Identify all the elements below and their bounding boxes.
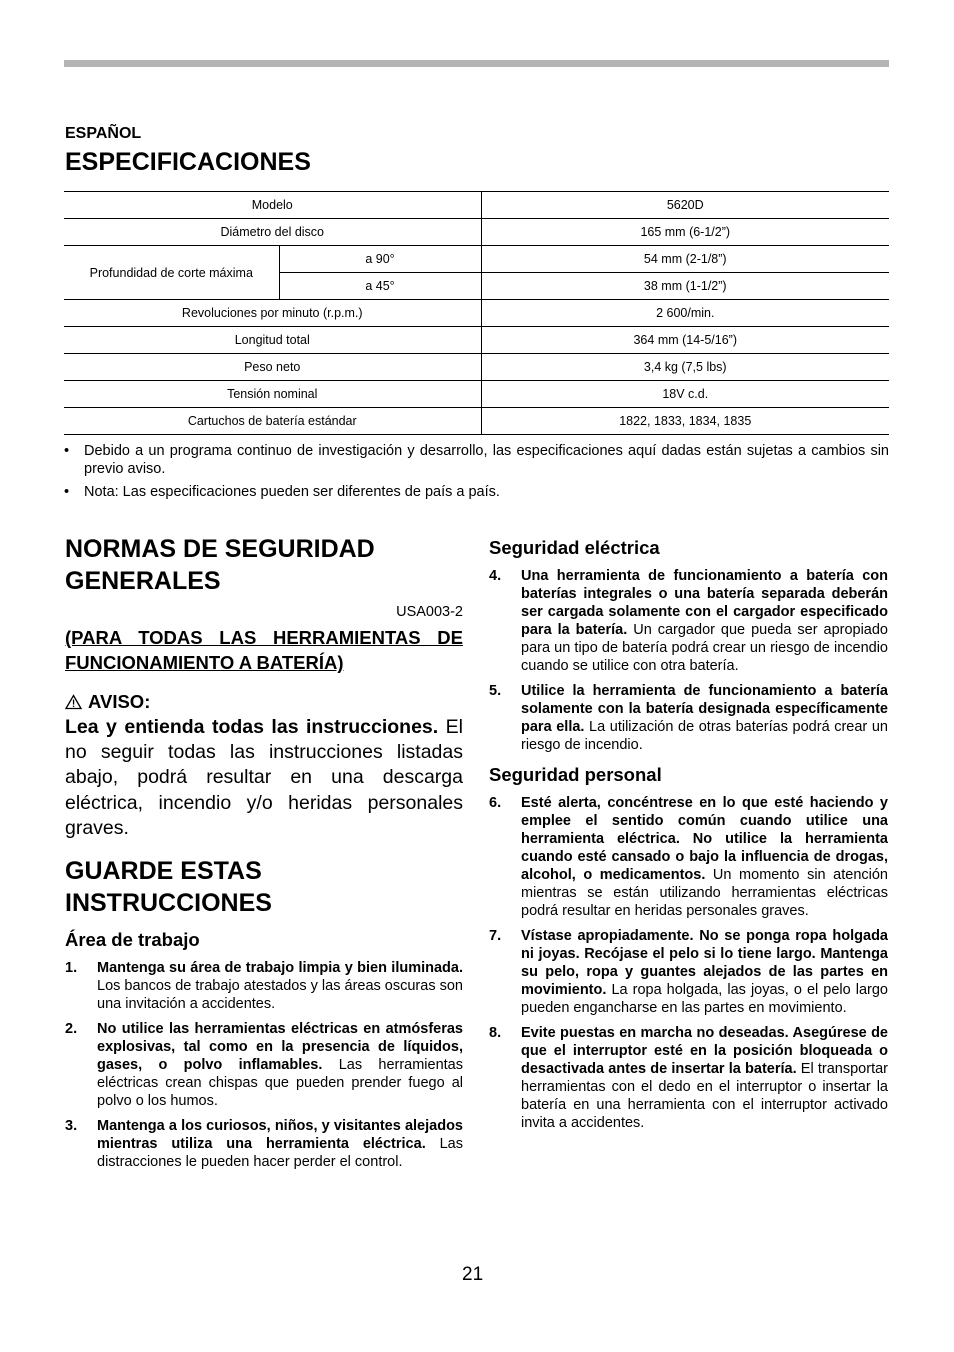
item-text: Un cargador que pueda ser apropiado para un tipo de batería podrá crear un riesgo de incendio cuando se utilice con otra batería. (521, 622, 889, 674)
work-area-list (65, 959, 463, 1171)
spec-label: Revoluciones por minuto (r.p.m.) (64, 300, 481, 327)
left-column (65, 533, 463, 1178)
item-text: La utilización de otras baterías podrá crear un riesgo de incendio. (521, 719, 888, 753)
battery-tools-subheading: (PARA TODAS LAS HERRAMIENTAS DE FUNCIONAMIENTO A BATERÍA) (65, 627, 463, 673)
item-text: Un momento sin atención mientras se están utilizando herramientas eléctricas podrá resultar en heridas personales graves. (521, 867, 888, 919)
table-row (64, 408, 889, 435)
item-number: 5. (489, 683, 502, 699)
electric-safety-heading: Seguridad eléctrica (489, 537, 660, 558)
item-bold-text: Vístase apropiadamente. No se ponga ropa holgada ni joyas. Recójase el pelo si lo tiene largo. Mantenga su pelo, ropa y guantes alejados de las partes en movimiento. (521, 928, 888, 998)
list-item (489, 927, 888, 1017)
item-text: Las herramientas eléctricas crean chispas que pueden prender fuego al polvo o los humos. (97, 1057, 463, 1110)
warning-triangle-icon (65, 694, 82, 710)
spec-value: 3,4 kg (7,5 lbs) (481, 354, 889, 381)
safety-rules-title: NORMAS DE SEGURIDAD GENERALES (65, 535, 375, 595)
table-row (64, 327, 889, 354)
spec-value: 2 600/min. (481, 300, 889, 327)
list-item (65, 1117, 463, 1171)
list-item (65, 959, 463, 1013)
item-bold-text: Utilice la herramienta de funcionamiento a batería solamente con la batería designada específicamente para ella. (521, 683, 888, 735)
item-number: 1. (65, 960, 78, 977)
item-bold-text: Evite puestas en marcha no deseadas. Asegúrese de que el interruptor esté en la posición bloqueada o desactivada antes de insertar la batería. (521, 1025, 888, 1077)
spec-label: Modelo (64, 192, 481, 219)
item-bold-text: No utilice las herramientas eléctricas en atmósferas explosivas, tal como en la presencia de líquidos, gases, o polvo inflamables. (97, 1021, 463, 1074)
note-text: Debido a un programa continuo de investigación y desarrollo, las especificaciones aquí dadas están sujetas a cambios sin previo aviso. (84, 443, 889, 477)
spec-label: Tensión nominal (64, 381, 481, 408)
item-number: 3. (65, 1118, 78, 1135)
list-item (489, 794, 888, 920)
item-bold-text: Esté alerta, concéntrese en lo que esté haciendo y emplee el sentido común cuando utilice una herramienta eléctrica. No utilice la herramienta cuando esté cansado o bajo la influencia de drogas, alcohol, o medicamentos. (521, 795, 888, 883)
item-text: El transportar herramientas con el dedo en el interruptor o insertar la batería en una herramienta con el interruptor activado invita a accidentes. (521, 1061, 888, 1131)
item-number: 7. (489, 928, 502, 944)
item-bold-text: Mantenga a los curiosos, niños, y visitantes alejados mientras utiliza una herramienta eléctrica. (97, 1118, 463, 1153)
right-column (489, 533, 888, 1139)
personal-safety-list (489, 794, 888, 1132)
table-row (64, 354, 889, 381)
item-text: Los bancos de trabajo atestados y las áreas oscuras son una invitación a accidentes. (97, 978, 463, 1013)
spec-value: 54 mm (2-1/8”) (481, 246, 889, 273)
spec-value: 18V c.d. (481, 381, 889, 408)
list-item (65, 1020, 463, 1110)
spec-value: 38 mm (1-1/2”) (481, 273, 889, 300)
work-area-heading: Área de trabajo (65, 929, 200, 951)
spec-value: 165 mm (6-1/2”) (481, 219, 889, 246)
language-label: ESPAÑOL (65, 125, 142, 142)
warning-label: AVISO: (88, 691, 151, 712)
note-text: Nota: Las especificaciones pueden ser diferentes de país a país. (84, 484, 500, 500)
spec-notes (64, 442, 889, 506)
page-number: 21 (462, 1264, 484, 1285)
spec-label: Diámetro del disco (64, 219, 481, 246)
spec-label: Longitud total (64, 327, 481, 354)
bullet: • (64, 443, 70, 459)
spec-value: 1822, 1833, 1834, 1835 (481, 408, 889, 435)
warning-text: El no seguir todas las instrucciones listadas abajo, podrá resultar en una descarga eléctrica, incendio y/o heridas personales graves. (65, 716, 463, 839)
header-rule (64, 60, 889, 67)
bullet: • (64, 484, 70, 500)
warning-bold-text: Lea y entienda todas las instrucciones. (65, 716, 439, 738)
note-item (64, 442, 889, 478)
list-item (489, 1024, 888, 1132)
table-row (64, 300, 889, 327)
spec-value: 5620D (481, 192, 889, 219)
spec-sublabel: a 90° (279, 246, 481, 273)
spec-label: Cartuchos de batería estándar (64, 408, 481, 435)
document-code: USA003-2 (396, 604, 463, 620)
warning-paragraph (65, 715, 463, 841)
item-text: La ropa holgada, las joyas, o el pelo largo pueden engancharse en las partes en movimiento. (521, 982, 888, 1016)
note-item (64, 483, 889, 501)
table-row (64, 246, 889, 273)
item-bold-text: Mantenga su área de trabajo limpia y bien iluminada. (97, 960, 463, 977)
specifications-table (64, 191, 889, 435)
item-number: 2. (65, 1021, 78, 1038)
spec-sublabel: a 45° (279, 273, 481, 300)
table-row (64, 219, 889, 246)
table-row (64, 192, 889, 219)
save-instructions-title: GUARDE ESTAS INSTRUCCIONES (65, 857, 272, 918)
item-bold-text: Una herramienta de funcionamiento a batería con baterías integrales o una batería separada deberán ser cargada solamente con el cargador especificado para la batería. (521, 568, 888, 638)
item-number: 8. (489, 1025, 502, 1041)
table-row (64, 381, 889, 408)
list-item (489, 567, 888, 675)
spec-value: 364 mm (14-5/16”) (481, 327, 889, 354)
warning-heading (65, 689, 463, 715)
spec-label: Peso neto (64, 354, 481, 381)
electric-safety-list (489, 567, 888, 754)
item-text: Las distracciones le pueden hacer perder el control. (97, 1136, 463, 1171)
personal-safety-heading: Seguridad personal (489, 764, 662, 785)
item-number: 4. (489, 568, 502, 584)
list-item (489, 682, 888, 754)
spec-label: Profundidad de corte máxima (64, 246, 279, 300)
item-number: 6. (489, 795, 502, 811)
specifications-title: ESPECIFICACIONES (65, 148, 311, 176)
